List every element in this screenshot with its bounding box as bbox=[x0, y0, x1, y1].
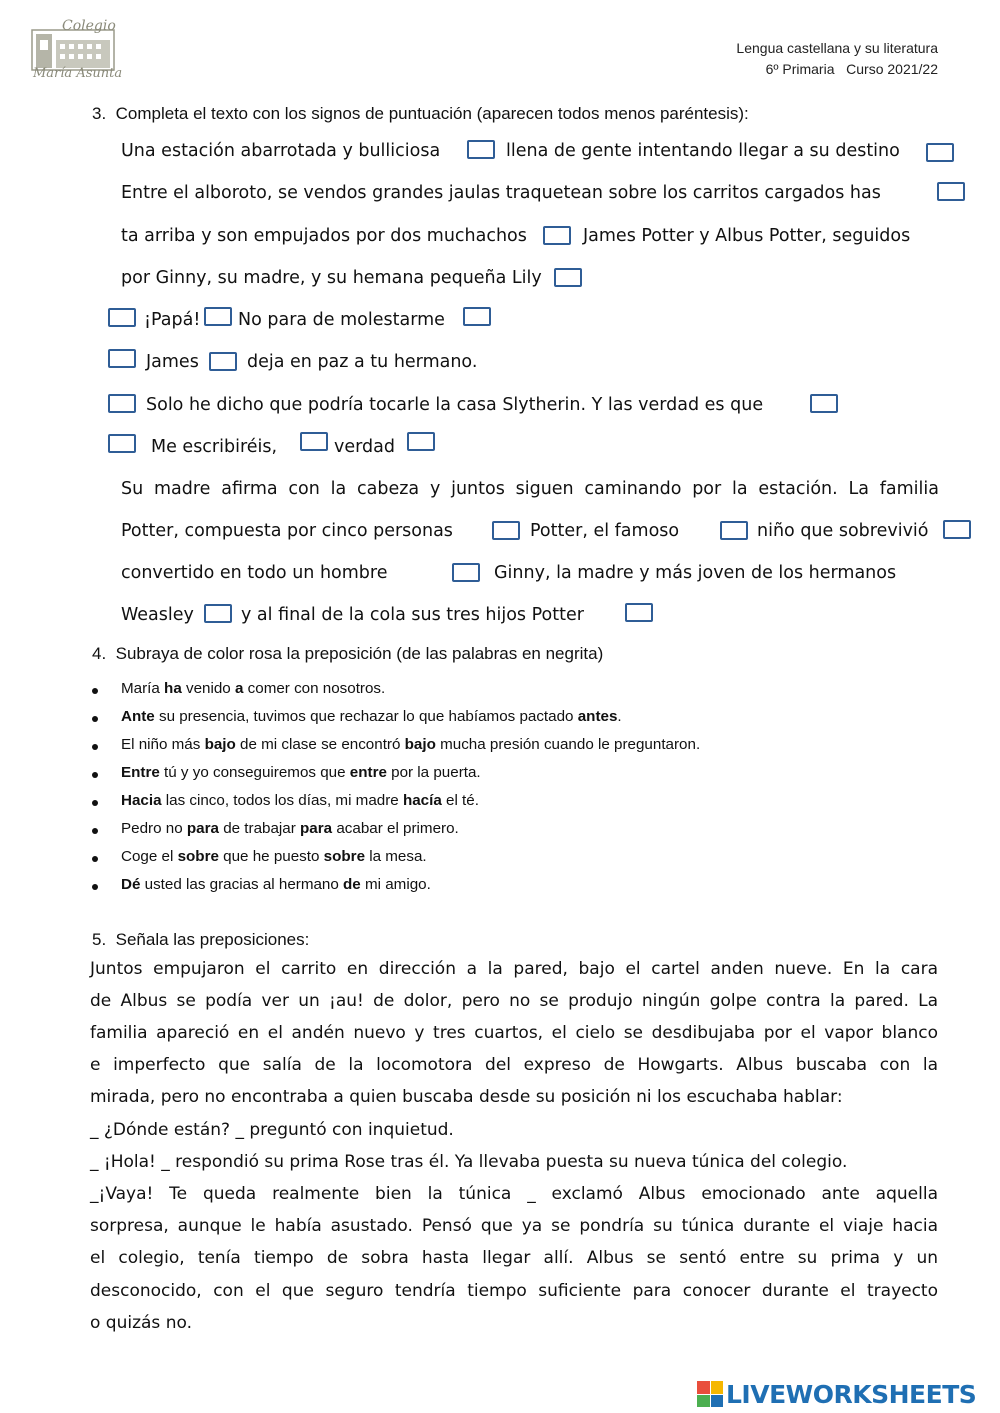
q3-line3a: ta arriba y son empujados por dos muchachos bbox=[121, 226, 527, 246]
q5-text-line: familia apareció en el andén nuevo y tres cuartos, el cielo se desdibujaba por el vapor blanco bbox=[90, 1023, 938, 1043]
bold-word[interactable]: hacía bbox=[402, 792, 442, 809]
q3-paragraph-line3a: convertido en todo un hombre bbox=[121, 563, 388, 583]
bold-word[interactable]: Hacia bbox=[121, 792, 162, 809]
q5-text-line: _ ¡Hola! _ respondió su prima Rose tras él. Ya llevaba puesta su nueva túnica del colegio. bbox=[90, 1152, 848, 1172]
answer-box[interactable] bbox=[108, 308, 136, 327]
answer-box[interactable] bbox=[554, 268, 582, 287]
q5-text-line: mirada, pero no encontraba a quien buscaba desde su posición ni los escuchaba hablar: bbox=[90, 1087, 843, 1107]
q3-line1a: Una estación abarrotada y bulliciosa bbox=[121, 141, 441, 161]
bold-word[interactable]: entre bbox=[349, 764, 387, 781]
q5-text-line: o quizás no. bbox=[90, 1313, 192, 1333]
q3-paragraph-line1: Su madre afirma con la cabeza y juntos siguen caminando por la estación. La familia bbox=[121, 479, 939, 499]
exercise-5-title: 5. Señala las preposiciones: bbox=[92, 930, 310, 949]
q3-line3b: James Potter y Albus Potter, seguidos bbox=[583, 226, 911, 246]
answer-box[interactable] bbox=[720, 521, 748, 540]
answer-box[interactable] bbox=[937, 182, 965, 201]
bold-word[interactable]: bajo bbox=[204, 736, 236, 753]
q4-sentence: Dé usted las gracias al hermano de mi amigo. bbox=[121, 876, 431, 893]
bullet-icon bbox=[92, 828, 98, 834]
bullet-icon bbox=[92, 856, 98, 862]
dialogue-2a: James bbox=[146, 352, 199, 372]
q4-sentence: Hacia las cinco, todos los días, mi madre hacía el té. bbox=[121, 792, 479, 809]
q3-paragraph-line3b: Ginny, la madre y más joven de los hermanos bbox=[494, 563, 897, 583]
liveworksheets-wordmark: LIVEWORKSHEETS bbox=[726, 1379, 977, 1409]
bullet-icon bbox=[92, 688, 98, 694]
q3-line2: Entre el alboroto, se vendos grandes jaulas traquetean sobre los carritos cargados has bbox=[121, 183, 881, 203]
dialogue-1b: No para de molestarme bbox=[238, 310, 445, 330]
bold-word[interactable]: bajo bbox=[404, 736, 436, 753]
answer-box[interactable] bbox=[492, 521, 520, 540]
header-course: 6º Primaria Curso 2021/22 bbox=[765, 61, 938, 77]
q5-text-line: de Albus se podía ver un ¡au! de dolor, pero no se produjo ningún golpe contra la pared. La bbox=[90, 991, 938, 1011]
q3-paragraph-line2a: Potter, compuesta por cinco personas bbox=[121, 521, 453, 541]
logo-text-school-name: María Asunta bbox=[33, 66, 123, 81]
q4-sentence: Entre tú y yo conseguiremos que entre por la puerta. bbox=[121, 764, 481, 781]
bullet-icon bbox=[92, 744, 98, 750]
answer-box[interactable] bbox=[108, 434, 136, 453]
bold-word[interactable]: ha bbox=[164, 680, 182, 697]
answer-box[interactable] bbox=[108, 394, 136, 413]
liveworksheets-logo-icon bbox=[697, 1381, 723, 1407]
answer-box[interactable] bbox=[452, 563, 480, 582]
answer-box[interactable] bbox=[543, 226, 571, 245]
answer-box[interactable] bbox=[463, 307, 491, 326]
dialogue-2b: deja en paz a tu hermano. bbox=[247, 352, 478, 372]
answer-box[interactable] bbox=[204, 604, 232, 623]
q3-paragraph-line4a: Weasley bbox=[121, 605, 194, 625]
q3-paragraph-line4b: y al final de la cola sus tres hijos Potter bbox=[241, 605, 584, 625]
q3-line4: por Ginny, su madre, y su hemana pequeña Lily bbox=[121, 268, 542, 288]
answer-box[interactable] bbox=[943, 520, 971, 539]
q3-line1b: llena de gente intentando llegar a su destino bbox=[506, 141, 900, 161]
answer-box[interactable] bbox=[300, 432, 328, 451]
bullet-icon bbox=[92, 772, 98, 778]
exercise-4-title: 4. Subraya de color rosa la preposición (de las palabras en negrita) bbox=[92, 644, 604, 663]
exercise-3-title: 3. Completa el texto con los signos de puntuación (aparecen todos menos paréntesis): bbox=[92, 104, 749, 123]
q4-sentence: El niño más bajo de mi clase se encontró bajo mucha presión cuando le preguntaron. bbox=[121, 736, 701, 753]
dialogue-3: Solo he dicho que podría tocarle la casa Slytherin. Y las verdad es que bbox=[146, 395, 764, 415]
q4-sentence: Ante su presencia, tuvimos que rechazar lo que habíamos pactado antes. bbox=[121, 708, 622, 725]
header-subject: Lengua castellana y su literatura bbox=[736, 40, 938, 56]
dialogue-1a: ¡Papá! bbox=[144, 310, 201, 330]
bold-word[interactable]: a bbox=[234, 680, 244, 697]
liveworksheets-brand[interactable] bbox=[697, 1378, 976, 1410]
answer-box[interactable] bbox=[926, 143, 954, 162]
dialogue-4b: verdad bbox=[334, 437, 395, 457]
bold-word[interactable]: antes bbox=[577, 708, 618, 725]
q5-text-line: e imperfecto que salía de la locomotora del expreso de Howgarts. Albus buscaba con la bbox=[90, 1055, 938, 1075]
answer-box[interactable] bbox=[108, 349, 136, 368]
bullet-icon bbox=[92, 800, 98, 806]
bold-word[interactable]: Dé bbox=[121, 876, 141, 893]
q5-text-line: sorpresa, aunque le había asustado. Pensó que ya se pondría su túnica durante el viaje hacia bbox=[90, 1216, 938, 1236]
bold-word[interactable]: de bbox=[343, 876, 361, 893]
bullet-icon bbox=[92, 716, 98, 722]
answer-box[interactable] bbox=[407, 432, 435, 451]
bold-word[interactable]: Entre bbox=[121, 764, 160, 781]
q5-text-line: _ ¿Dónde están? _ preguntó con inquietud. bbox=[90, 1120, 454, 1140]
q4-sentence: Coge el sobre que he puesto sobre la mesa. bbox=[121, 848, 427, 865]
bold-word[interactable]: para bbox=[300, 820, 333, 837]
bold-word[interactable]: sobre bbox=[177, 848, 219, 865]
bold-word[interactable]: para bbox=[186, 820, 219, 837]
q5-text-line: Juntos empujaron el carrito en dirección a la pared, bajo el cartel anden nueve. En la cara bbox=[90, 959, 938, 979]
bullet-icon bbox=[92, 884, 98, 890]
logo-text-colegio: Colegio bbox=[62, 18, 116, 34]
answer-box[interactable] bbox=[209, 352, 237, 371]
q4-sentence: Pedro no para de trabajar para acabar el primero. bbox=[121, 820, 459, 837]
q5-text-line: desconocido, con el que seguro tendría tiempo suficiente para conocer durante el trayecto bbox=[90, 1281, 938, 1301]
answer-box[interactable] bbox=[467, 140, 495, 159]
q5-text-line: _¡Vaya! Te queda realmente bien la túnica _ exclamó Albus emocionado ante aquella bbox=[90, 1184, 938, 1204]
q3-paragraph-line2b: Potter, el famoso bbox=[530, 521, 680, 541]
answer-box[interactable] bbox=[625, 603, 653, 622]
bold-word[interactable]: sobre bbox=[323, 848, 366, 865]
answer-box[interactable] bbox=[204, 307, 232, 326]
q4-sentence: María ha venido a comer con nosotros. bbox=[121, 680, 386, 697]
q5-text-line: el colegio, tenía tiempo de sobra hasta llegar allí. Albus se sentó entre su prima y un bbox=[90, 1248, 938, 1268]
dialogue-4a: Me escribiréis, bbox=[151, 437, 278, 457]
q3-paragraph-line2c: niño que sobrevivió bbox=[757, 521, 929, 541]
answer-box[interactable] bbox=[810, 394, 838, 413]
bold-word[interactable]: Ante bbox=[121, 708, 155, 725]
